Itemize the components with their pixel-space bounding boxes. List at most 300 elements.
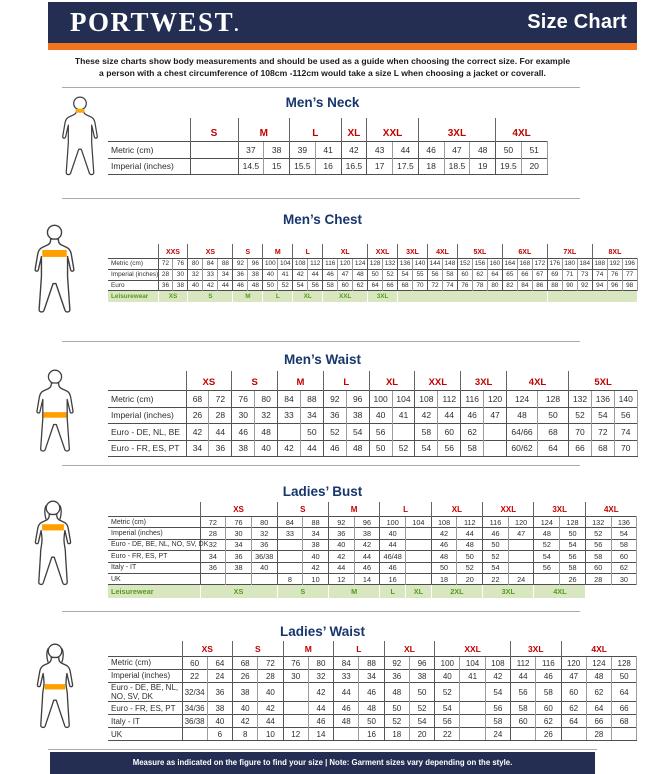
size-label: XL (323, 244, 368, 259)
value-cell: 40 (258, 683, 283, 702)
value-cell: 58 (461, 440, 484, 457)
value-cell (392, 424, 415, 441)
value-cell: 64 (561, 715, 586, 728)
value-cell (182, 728, 207, 741)
value-cell: 100 (263, 259, 278, 270)
value-cell: 48 (507, 407, 538, 424)
male-figure-chest (30, 224, 79, 328)
value-cell (334, 728, 359, 741)
value-cell: 42 (186, 424, 209, 441)
leisure-cell: S (188, 291, 233, 303)
value-cell: 54 (483, 562, 509, 573)
value-cell: 26 (186, 407, 209, 424)
value-cell: 15.5 (290, 158, 316, 175)
leisurewear-label: Leisurewear (108, 585, 200, 599)
value-cell (406, 528, 432, 539)
value-cell: 82 (502, 280, 517, 291)
leisure-cell: XXL (323, 291, 368, 303)
size-label: L (290, 118, 342, 142)
value-cell: 65 (502, 269, 517, 280)
value-cell: 32 (255, 407, 278, 424)
value-cell: 47 (484, 407, 507, 424)
value-cell: 50 (560, 528, 586, 539)
size-label: M (263, 244, 293, 259)
ladies_bust-table (108, 502, 637, 598)
value-cell: 48 (384, 683, 409, 702)
leisure-cell: M (328, 585, 379, 599)
value-cell: 41 (315, 142, 341, 159)
value-cell: 48 (586, 670, 611, 683)
value-cell: 62 (586, 683, 611, 702)
value-cell: 58 (611, 539, 637, 550)
value-cell: 66 (383, 280, 398, 291)
value-cell: 60 (536, 702, 561, 715)
neck-highlight (76, 109, 85, 113)
value-cell: 88 (300, 391, 323, 408)
value-cell: 26 (536, 728, 561, 741)
value-cell: 88 (359, 657, 384, 670)
value-cell: 48 (334, 715, 359, 728)
size-label: 3XL (461, 371, 507, 391)
value-cell: 40 (303, 551, 329, 562)
value-cell: 50 (359, 715, 384, 728)
value-cell: 15 (264, 158, 290, 175)
value-cell: 120 (561, 657, 586, 670)
value-cell: 56 (534, 562, 560, 573)
value-cell: 41 (460, 670, 485, 683)
value-cell: 56 (308, 280, 323, 291)
value-cell: 62 (611, 562, 637, 573)
value-cell: 54 (346, 424, 369, 441)
value-cell (534, 573, 560, 584)
value-cell: 168 (517, 259, 532, 270)
value-cell: 32 (251, 528, 277, 539)
value-cell: 18 (384, 728, 409, 741)
value-cell: 36 (226, 551, 252, 562)
intro-line-1: These size charts show body measurements and should be used as a guide when choosing the correct size. For example (74, 56, 571, 66)
value-cell: 54 (611, 528, 637, 539)
value-cell: 47 (561, 670, 586, 683)
value-cell: 68 (612, 715, 637, 728)
value-cell: 46 (334, 702, 359, 715)
footer-bar: Measure as indicated on the figure to find your size | Note: Garment sizes vary depending on the style. (50, 752, 595, 774)
value-cell: 54 (435, 702, 460, 715)
value-cell: 18.5 (444, 158, 470, 175)
value-cell: 50 (409, 683, 434, 702)
value-cell: 58 (485, 715, 510, 728)
value-cell: 66 (586, 715, 611, 728)
value-cell: 66 (612, 702, 637, 715)
value-cell: 50 (612, 670, 637, 683)
value-cell: 60 (438, 424, 461, 441)
leisure-cell (585, 585, 636, 599)
value-cell: 70 (569, 424, 592, 441)
value-cell: 44 (393, 142, 419, 159)
value-cell: 52 (278, 280, 293, 291)
value-cell: 98 (622, 280, 637, 291)
bust-highlight (42, 524, 64, 530)
value-cell: 36 (233, 269, 248, 280)
size-label: L (334, 641, 385, 657)
value-cell: 42 (303, 562, 329, 573)
value-cell: 184 (577, 259, 592, 270)
section-title-ladies-bust: Ladies’ Bust (282, 484, 363, 499)
size-label: XXL (367, 118, 419, 142)
value-cell: 38 (226, 562, 252, 573)
value-cell: 46 (431, 539, 457, 550)
value-cell: 120 (508, 517, 534, 528)
value-cell: 16 (315, 158, 341, 175)
leisure-cell (547, 291, 637, 303)
size-label: 4XL (585, 502, 636, 517)
value-cell: 84 (517, 280, 532, 291)
section-divider (62, 341, 580, 342)
value-cell: 8 (277, 573, 303, 584)
value-cell: 46 (536, 670, 561, 683)
value-cell: 52 (323, 424, 346, 441)
men_neck-table (108, 118, 548, 175)
value-cell: 160 (487, 259, 502, 270)
value-cell: 28 (585, 573, 611, 584)
value-cell: 42 (431, 528, 457, 539)
ladies-waist-size-table (108, 641, 637, 741)
value-cell: 20 (409, 728, 434, 741)
value-cell: 132 (383, 259, 398, 270)
size-label: S (232, 371, 278, 391)
row-label: Italy - IT (108, 715, 182, 728)
value-cell: 52 (483, 551, 509, 562)
waist-highlight (45, 684, 65, 689)
value-cell: 42 (308, 683, 333, 702)
value-cell: 14.5 (238, 158, 264, 175)
value-cell: 66 (569, 440, 592, 457)
size-label: 5XL (569, 371, 638, 391)
value-cell: 64 (207, 657, 232, 670)
value-cell: 54 (398, 269, 413, 280)
value-cell (278, 424, 301, 441)
value-cell: 12 (283, 728, 308, 741)
value-cell: 38 (346, 407, 369, 424)
value-cell (510, 728, 535, 741)
mens-chest-size-table (108, 244, 638, 302)
row-label: Metric (cm) (108, 142, 190, 159)
size-label: 3XL (510, 641, 561, 657)
value-cell: 44 (328, 562, 354, 573)
value-cell: 17 (367, 158, 393, 175)
value-cell: 50 (368, 269, 383, 280)
value-cell: 100 (369, 391, 392, 408)
value-cell: 54 (534, 551, 560, 562)
value-cell: 34 (303, 528, 329, 539)
size-label: M (238, 118, 290, 142)
intro-line-2: a person with a chest circumference of 108cm -112cm would take a size L when choosing a jacket or coverall. (99, 68, 546, 78)
value-cell: 33 (277, 528, 303, 539)
value-cell: 22 (435, 728, 460, 741)
value-cell: 94 (592, 280, 607, 291)
value-cell (508, 539, 534, 550)
value-cell: 80 (255, 391, 278, 408)
value-cell: 42 (415, 407, 438, 424)
value-cell: 78 (472, 280, 487, 291)
row-label: Imperial (inches) (108, 528, 200, 539)
value-cell: 70 (614, 440, 637, 457)
value-cell: 124 (507, 391, 538, 408)
value-cell (460, 702, 485, 715)
value-cell: 172 (532, 259, 547, 270)
row-label: Metric (cm) (108, 657, 182, 670)
value-cell: 47 (338, 269, 353, 280)
mens-waist-size-table (108, 371, 638, 457)
value-cell: 48 (534, 528, 560, 539)
value-cell: 84 (334, 657, 359, 670)
value-cell: 128 (560, 517, 586, 528)
value-cell: 60 (182, 657, 207, 670)
size-label: 4XL (507, 371, 569, 391)
value-cell: 58 (442, 269, 457, 280)
leisure-cell: 2XL (431, 585, 482, 599)
size-label: L (293, 244, 323, 259)
row-label: Italy - IT (108, 562, 200, 573)
row-label (108, 371, 186, 391)
section-divider (62, 465, 580, 466)
value-cell: 40 (188, 280, 203, 291)
size-label: XL (384, 641, 435, 657)
value-cell: 48 (470, 142, 496, 159)
value-cell: 156 (472, 259, 487, 270)
value-cell: 132 (569, 391, 592, 408)
value-cell: 56 (510, 683, 535, 702)
mens-neck-size-table (108, 118, 548, 175)
value-cell: 46 (483, 528, 509, 539)
value-cell: 42 (485, 670, 510, 683)
value-cell (190, 158, 238, 175)
value-cell: 56 (585, 539, 611, 550)
value-cell: 34 (226, 539, 252, 550)
section-ladies-bust (0, 467, 645, 612)
leisure-cell: XL (406, 585, 432, 599)
value-cell: 42 (278, 440, 301, 457)
value-cell: 64 (368, 280, 383, 291)
value-cell: 56 (435, 715, 460, 728)
value-cell: 76 (226, 517, 252, 528)
value-cell: 40 (369, 407, 392, 424)
value-cell: 71 (562, 269, 577, 280)
value-cell: 30 (173, 269, 188, 280)
value-cell: 42 (293, 269, 308, 280)
value-cell: 44 (380, 539, 406, 550)
brand-suffix: . (234, 15, 241, 35)
value-cell: 124 (353, 259, 368, 270)
value-cell: 38 (173, 280, 188, 291)
value-cell: 54 (591, 407, 614, 424)
leisure-cell: XS (158, 291, 188, 303)
value-cell (226, 573, 252, 584)
value-cell: 32 (200, 539, 226, 550)
value-cell: 92 (328, 517, 354, 528)
value-cell: 54 (409, 715, 434, 728)
value-cell: 44 (258, 715, 283, 728)
value-cell: 36 (209, 440, 232, 457)
leisure-cell: L (380, 585, 406, 599)
value-cell: 180 (562, 259, 577, 270)
value-cell: 40 (263, 269, 278, 280)
leisure-cell: L (263, 291, 293, 303)
value-cell: 34 (300, 407, 323, 424)
value-cell: 132 (585, 517, 611, 528)
value-cell: 36 (207, 683, 232, 702)
value-cell: 38 (303, 539, 329, 550)
value-cell: 72 (258, 657, 283, 670)
value-cell: 72 (209, 391, 232, 408)
row-label: Euro - FR, ES, PT (108, 440, 186, 457)
value-cell (277, 562, 303, 573)
value-cell: 62 (536, 715, 561, 728)
value-cell: 54 (415, 440, 438, 457)
size-label: M (283, 641, 334, 657)
size-label: 4XL (561, 641, 637, 657)
value-cell: 56 (485, 702, 510, 715)
size-label: 5XL (457, 244, 502, 259)
value-cell: 42 (203, 280, 218, 291)
value-cell: 74 (614, 424, 637, 441)
value-cell: 88 (547, 280, 562, 291)
value-cell: 120 (484, 391, 507, 408)
leisure-cell: XL (293, 291, 323, 303)
value-cell (277, 551, 303, 562)
size-label: 4XL (496, 118, 548, 142)
value-cell: 42 (341, 142, 367, 159)
value-cell: 90 (562, 280, 577, 291)
value-cell: 64 (612, 683, 637, 702)
value-cell: 60 (611, 551, 637, 562)
value-cell: 128 (538, 391, 569, 408)
value-cell: 44 (218, 280, 233, 291)
value-cell: 40 (251, 562, 277, 573)
value-cell: 41 (392, 407, 415, 424)
value-cell: 52 (392, 440, 415, 457)
value-cell (508, 562, 534, 573)
value-cell: 64/66 (507, 424, 538, 441)
value-cell: 100 (380, 517, 406, 528)
row-label: Euro - DE, BE, NL, NO, SV, DK (108, 683, 182, 702)
value-cell: 140 (614, 391, 637, 408)
value-cell: 36 (328, 528, 354, 539)
size-label: XL (369, 371, 415, 391)
size-label: 4XL (428, 244, 458, 259)
value-cell: 62 (561, 702, 586, 715)
men_waist-table (108, 371, 638, 457)
value-cell: 50 (483, 539, 509, 550)
value-cell (251, 573, 277, 584)
chest-highlight (42, 250, 66, 257)
value-cell (484, 440, 507, 457)
value-cell: 17.5 (393, 158, 419, 175)
leisure-cell (398, 291, 548, 303)
value-cell: 192 (607, 259, 622, 270)
value-cell: 22 (483, 573, 509, 584)
value-cell: 33 (334, 670, 359, 683)
value-cell: 54 (485, 683, 510, 702)
value-cell: 64 (538, 440, 569, 457)
value-cell: 144 (428, 259, 443, 270)
value-cell: 136 (591, 391, 614, 408)
value-cell: 80 (251, 517, 277, 528)
value-cell: 50 (384, 702, 409, 715)
value-cell: 32 (308, 670, 333, 683)
value-cell: 76 (232, 391, 255, 408)
male-figure-neck (58, 96, 102, 189)
value-cell (612, 728, 637, 741)
value-cell: 42 (328, 551, 354, 562)
value-cell: 52 (457, 562, 483, 573)
value-cell: 176 (547, 259, 562, 270)
section-divider (62, 198, 580, 199)
value-cell: 96 (409, 657, 434, 670)
leisure-cell: XS (200, 585, 277, 599)
row-label: Imperial (inches) (108, 407, 186, 424)
value-cell: 34 (359, 670, 384, 683)
value-cell: 12 (328, 573, 354, 584)
value-cell: 8 (233, 728, 258, 741)
value-cell: 58 (415, 424, 438, 441)
value-cell: 148 (442, 259, 457, 270)
value-cell: 92 (323, 391, 346, 408)
section-title-mens-chest: Men’s Chest (282, 212, 363, 227)
value-cell: 76 (457, 280, 472, 291)
value-cell: 30 (283, 670, 308, 683)
value-cell (406, 539, 432, 550)
row-label (108, 502, 200, 517)
female-figure-waist (32, 643, 78, 743)
row-label: Euro - FR, ES, PT (108, 551, 200, 562)
value-cell: 68 (186, 391, 209, 408)
value-cell: 67 (532, 269, 547, 280)
value-cell: 52 (435, 683, 460, 702)
ladies-bust-size-table (108, 502, 637, 598)
value-cell: 100 (435, 657, 460, 670)
value-cell: 96 (248, 259, 263, 270)
value-cell: 164 (502, 259, 517, 270)
ladies_waist-table (108, 641, 637, 741)
value-cell: 120 (338, 259, 353, 270)
female-figure-bust (30, 500, 76, 600)
size-label: XS (186, 371, 232, 391)
value-cell: 50 (263, 280, 278, 291)
value-cell: 56 (428, 269, 443, 280)
size-label: XXL (368, 244, 398, 259)
value-cell: 36 (200, 562, 226, 573)
row-label: Euro (108, 280, 158, 291)
section-ladies-waist (0, 612, 645, 748)
value-cell: 60 (338, 280, 353, 291)
value-cell: 188 (592, 259, 607, 270)
value-cell (406, 551, 432, 562)
value-cell: 62 (353, 280, 368, 291)
size-label: XXL (415, 371, 461, 391)
size-label: 6XL (502, 244, 547, 259)
footer-divider (48, 749, 597, 750)
value-cell: 38 (409, 670, 434, 683)
value-cell: 72 (158, 259, 173, 270)
value-cell: 40 (380, 528, 406, 539)
value-cell: 40 (255, 440, 278, 457)
value-cell: 36 (158, 280, 173, 291)
value-cell: 28 (209, 407, 232, 424)
value-cell: 60/62 (507, 440, 538, 457)
men_chest-table (108, 244, 638, 302)
value-cell: 68 (538, 424, 569, 441)
value-cell: 44 (308, 702, 333, 715)
